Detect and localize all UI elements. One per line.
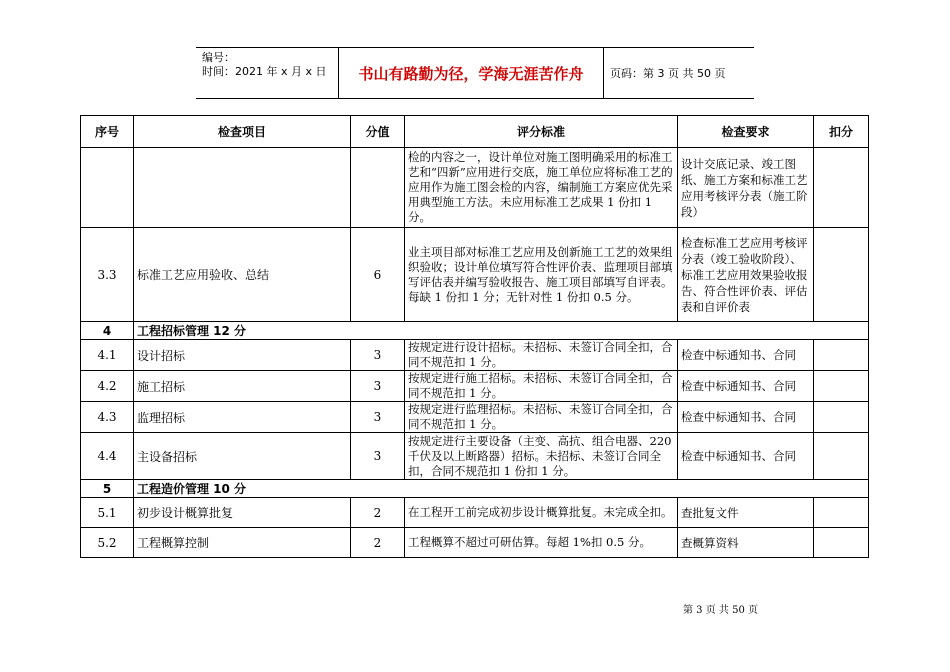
table-row	[81, 433, 869, 480]
row-num: 5.2	[81, 528, 134, 558]
row-deduct	[814, 498, 869, 528]
row-criteria: 按规定进行监理招标。未招标、未签订合同全扣，合同不规范扣 1 分。	[405, 402, 678, 433]
table-row	[81, 371, 869, 402]
table-header-row	[81, 116, 869, 148]
section-row	[81, 480, 869, 498]
row-score: 3	[351, 340, 405, 371]
row-requirement: 检查中标通知书、合同	[678, 402, 814, 433]
table-row	[81, 148, 869, 228]
row-score: 2	[351, 528, 405, 558]
row-deduct	[814, 371, 869, 402]
row-num: 4.3	[81, 402, 134, 433]
row-criteria: 工程概算不超过可研估算。每超 1%扣 0.5 分。	[405, 528, 678, 558]
row-item: 设计招标	[134, 340, 351, 371]
section-title: 工程招标管理 12 分	[134, 322, 869, 340]
row-criteria: 按规定进行施工招标。未招标、未签订合同全扣，合同不规范扣 1 分。	[405, 371, 678, 402]
row-item	[134, 148, 351, 228]
row-requirement: 设计交底记录、竣工图纸、施工方案和标准工艺应用考核评分表（施工阶段）	[678, 148, 814, 228]
row-deduct	[814, 528, 869, 558]
row-item: 初步设计概算批复	[134, 498, 351, 528]
section-row	[81, 322, 869, 340]
row-score: 3	[351, 433, 405, 480]
table-row	[81, 340, 869, 371]
row-requirement: 检查中标通知书、合同	[678, 433, 814, 480]
col-header-deduct: 扣分	[814, 116, 869, 148]
row-criteria: 业主项目部对标准工艺应用及创新施工工艺的效果组织验收；设计单位填写符合性评价表、监理项目部填写评估表并编写验收报告、施工项目部填写自评表。每缺 1 份扣 1 分；无针对性 1 份扣 0.5 分。	[405, 228, 678, 322]
table-row	[81, 528, 869, 558]
row-score: 2	[351, 498, 405, 528]
col-header-item: 检查项目	[134, 116, 351, 148]
row-criteria: 检的内容之一，设计单位对施工图明确采用的标准工艺和“四新”应用进行交底，施工单位应将标准工艺的应用作为施工图会检的内容，编制施工方案应优先采用典型施工方法。未应用标准工艺成果 1 份扣 1 分。	[405, 148, 678, 228]
row-item: 工程概算控制	[134, 528, 351, 558]
section-num: 5	[81, 480, 134, 498]
col-header-criteria: 评分标准	[405, 116, 678, 148]
header-info	[196, 48, 339, 98]
row-item: 主设备招标	[134, 433, 351, 480]
row-criteria: 在工程开工前完成初步设计概算批复。未完成全扣。	[405, 498, 678, 528]
row-criteria: 按规定进行设计招标。未招标、未签订合同全扣，合同不规范扣 1 分。	[405, 340, 678, 371]
row-item: 监理招标	[134, 402, 351, 433]
inspection-table	[80, 115, 869, 558]
row-item: 施工招标	[134, 371, 351, 402]
time-label: 时间：2021 年 x 月 x 日	[202, 65, 327, 78]
row-score	[351, 148, 405, 228]
row-deduct	[814, 228, 869, 322]
table-row	[81, 402, 869, 433]
col-header-score: 分值	[351, 116, 405, 148]
header-page-info: 页码：第 3 页 共 50 页	[610, 67, 726, 80]
row-requirement: 检查标准工艺应用考核评分表（竣工验收阶段）、标准工艺应用效果验收报告、符合性评价表、评估表和自评价表	[678, 228, 814, 322]
row-score: 6	[351, 228, 405, 322]
row-score: 3	[351, 402, 405, 433]
page-footer: 第 3 页 共 50 页	[683, 605, 758, 616]
row-criteria: 按规定进行主要设备（主变、高抗、组合电器、220 千伏及以上断路器）招标。未招标、未签订合同全扣，合同不规范扣 1 份扣 1 分。	[405, 433, 678, 480]
row-num: 4.1	[81, 340, 134, 371]
col-header-num: 序号	[81, 116, 134, 148]
row-requirement: 查概算资料	[678, 528, 814, 558]
row-deduct	[814, 402, 869, 433]
row-num: 4.2	[81, 371, 134, 402]
page-header	[196, 47, 754, 99]
col-header-requirement: 检查要求	[678, 116, 814, 148]
section-num: 4	[81, 322, 134, 340]
row-item: 标准工艺应用验收、总结	[134, 228, 351, 322]
row-deduct	[814, 148, 869, 228]
row-requirement: 查批复文件	[678, 498, 814, 528]
table-row	[81, 498, 869, 528]
row-num: 4.4	[81, 433, 134, 480]
row-deduct	[814, 340, 869, 371]
row-deduct	[814, 433, 869, 480]
section-title: 工程造价管理 10 分	[134, 480, 869, 498]
row-requirement: 检查中标通知书、合同	[678, 371, 814, 402]
row-num: 5.1	[81, 498, 134, 528]
table-row	[81, 228, 869, 322]
row-num	[81, 148, 134, 228]
row-score: 3	[351, 371, 405, 402]
row-num: 3.3	[81, 228, 134, 322]
code-label: 编号：	[202, 51, 235, 64]
header-motto: 书山有路勤为径，学海无涯苦作舟	[339, 48, 604, 98]
row-requirement: 检查中标通知书、合同	[678, 340, 814, 371]
